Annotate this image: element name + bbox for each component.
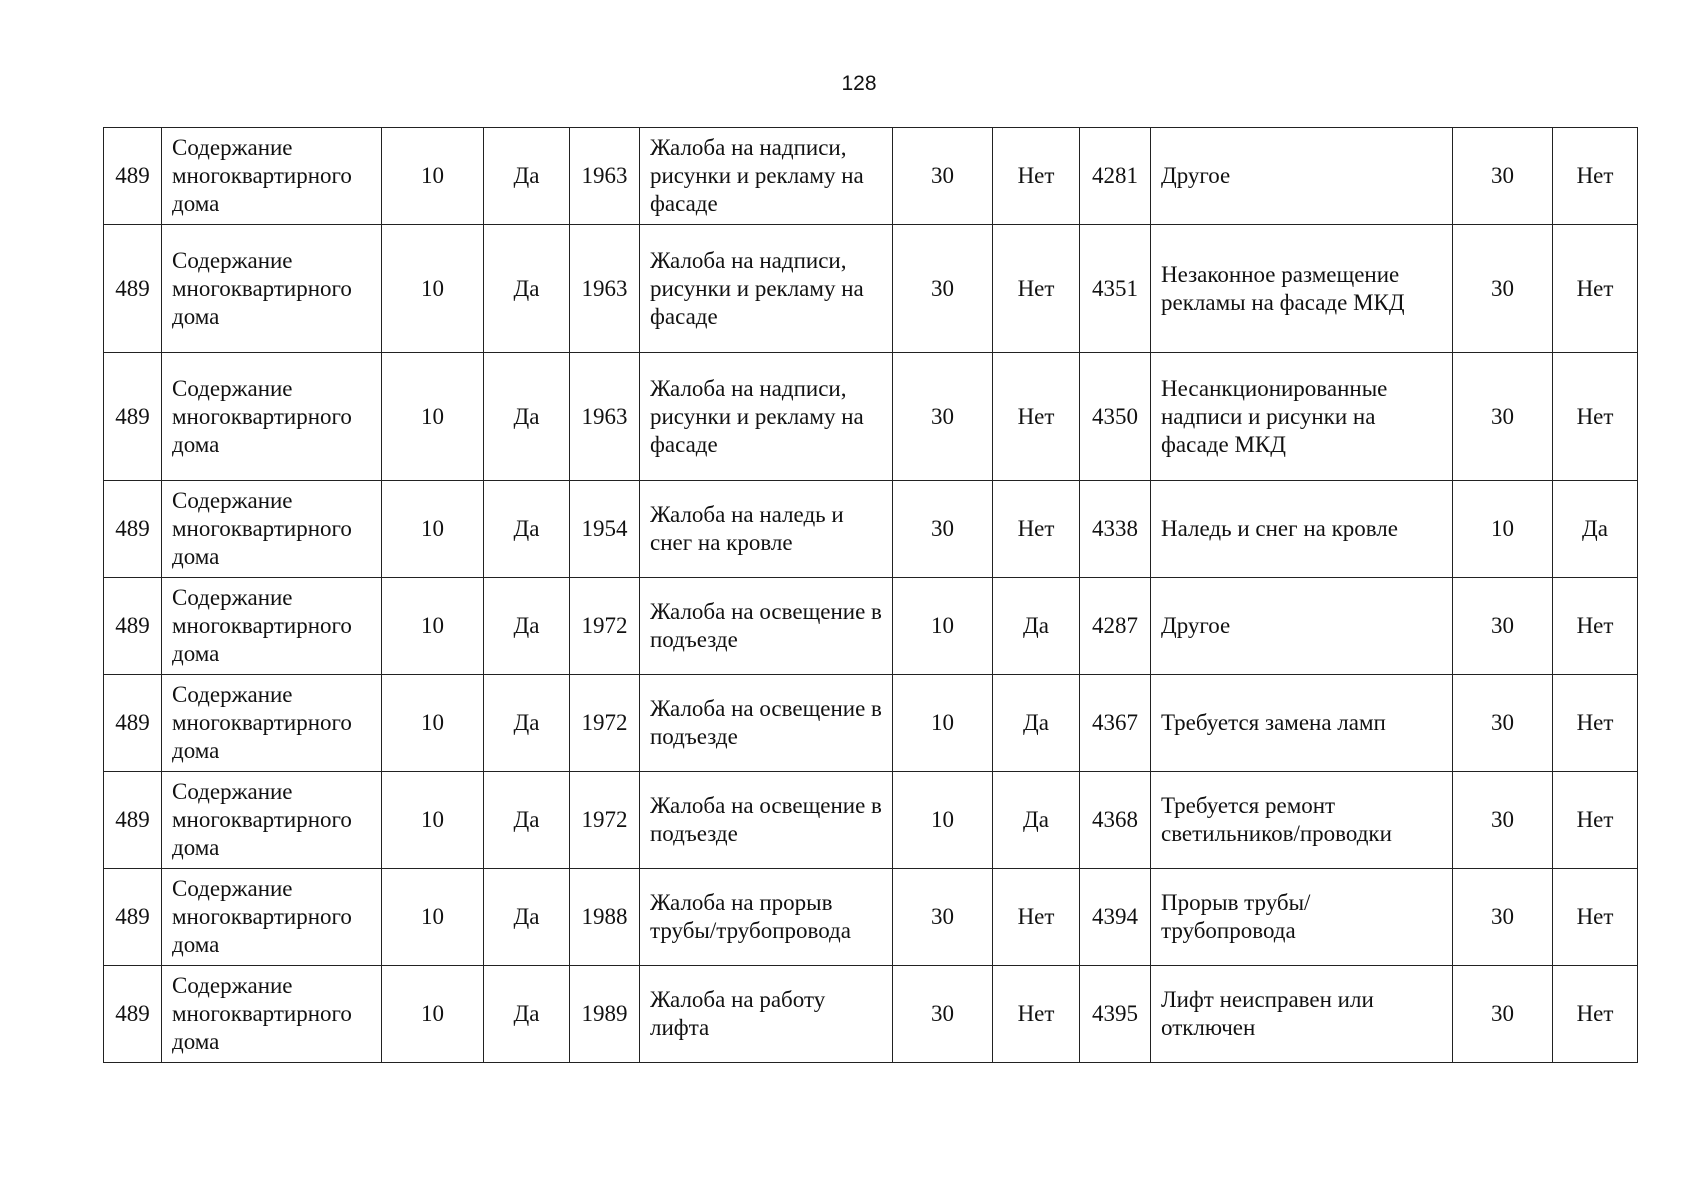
page-number: 128	[841, 72, 877, 95]
category-cell: Содержание многоквартирного дома	[162, 966, 382, 1063]
subtype-code-cell: 4287	[1080, 578, 1151, 675]
subtype-code-cell: 4281	[1080, 128, 1151, 225]
complaint-code-cell: 1954	[570, 481, 640, 578]
flag-cell: Да	[1553, 481, 1638, 578]
subtype-cell: Наледь и снег на кровле	[1151, 481, 1453, 578]
flag-cell: Да	[484, 966, 570, 1063]
days-cell: 10	[382, 772, 484, 869]
flag-cell: Нет	[1553, 128, 1638, 225]
row-id-cell: 489	[104, 481, 162, 578]
days-cell: 30	[1453, 353, 1553, 481]
row-id-cell: 489	[104, 772, 162, 869]
row-id-cell: 489	[104, 578, 162, 675]
category-cell: Содержание многоквартирного дома	[162, 128, 382, 225]
days-cell: 30	[1453, 225, 1553, 353]
days-cell: 30	[1453, 869, 1553, 966]
complaint-code-cell: 1988	[570, 869, 640, 966]
days-cell: 10	[382, 966, 484, 1063]
subtype-code-cell: 4395	[1080, 966, 1151, 1063]
flag-cell: Да	[484, 225, 570, 353]
days-cell: 10	[893, 578, 993, 675]
subtype-cell: Незаконное размещение рекламы на фасаде МКД	[1151, 225, 1453, 353]
subtype-cell: Требуется ремонт светильников/проводки	[1151, 772, 1453, 869]
row-id-cell: 489	[104, 225, 162, 353]
flag-cell: Да	[484, 578, 570, 675]
table-row	[104, 578, 1638, 675]
flag-cell: Нет	[993, 353, 1080, 481]
days-cell: 10	[1453, 481, 1553, 578]
flag-cell: Да	[484, 353, 570, 481]
category-cell: Содержание многоквартирного дома	[162, 578, 382, 675]
category-cell: Содержание многоквартирного дома	[162, 353, 382, 481]
category-cell: Содержание многоквартирного дома	[162, 675, 382, 772]
subtype-code-cell: 4394	[1080, 869, 1151, 966]
flag-cell: Да	[484, 772, 570, 869]
flag-cell: Да	[484, 128, 570, 225]
complaint-cell: Жалоба на освещение в подъезде	[640, 578, 893, 675]
flag-cell: Да	[484, 675, 570, 772]
subtype-code-cell: 4351	[1080, 225, 1151, 353]
days-cell: 10	[382, 481, 484, 578]
days-cell: 10	[382, 225, 484, 353]
complaint-cell: Жалоба на надписи, рисунки и рекламу на фасаде	[640, 353, 893, 481]
flag-cell: Нет	[1553, 578, 1638, 675]
complaint-cell: Жалоба на надписи, рисунки и рекламу на фасаде	[640, 225, 893, 353]
row-id-cell: 489	[104, 353, 162, 481]
row-id-cell: 489	[104, 869, 162, 966]
days-cell: 30	[893, 869, 993, 966]
subtype-cell: Другое	[1151, 578, 1453, 675]
flag-cell: Да	[993, 578, 1080, 675]
subtype-code-cell: 4338	[1080, 481, 1151, 578]
table-row	[104, 225, 1638, 353]
flag-cell: Да	[484, 481, 570, 578]
flag-cell: Нет	[1553, 353, 1638, 481]
table-row	[104, 353, 1638, 481]
days-cell: 30	[1453, 578, 1553, 675]
flag-cell: Нет	[993, 128, 1080, 225]
category-cell: Содержание многоквартирного дома	[162, 869, 382, 966]
row-id-cell: 489	[104, 128, 162, 225]
complaint-cell: Жалоба на освещение в подъезде	[640, 772, 893, 869]
complaint-code-cell: 1963	[570, 225, 640, 353]
subtype-code-cell: 4350	[1080, 353, 1151, 481]
table-row	[104, 772, 1638, 869]
flag-cell: Нет	[1553, 675, 1638, 772]
subtype-code-cell: 4368	[1080, 772, 1151, 869]
days-cell: 30	[893, 966, 993, 1063]
flag-cell: Да	[484, 869, 570, 966]
row-id-cell: 489	[104, 675, 162, 772]
days-cell: 30	[1453, 772, 1553, 869]
days-cell: 10	[382, 675, 484, 772]
table-row	[104, 869, 1638, 966]
complaint-code-cell: 1972	[570, 578, 640, 675]
days-cell: 30	[1453, 675, 1553, 772]
complaint-code-cell: 1963	[570, 128, 640, 225]
subtype-cell: Другое	[1151, 128, 1453, 225]
table-row	[104, 966, 1638, 1063]
days-cell: 30	[893, 481, 993, 578]
subtype-cell: Несанкционированные надписи и рисунки на фасаде МКД	[1151, 353, 1453, 481]
table-row	[104, 481, 1638, 578]
complaint-cell: Жалоба на работу лифта	[640, 966, 893, 1063]
category-cell: Содержание многоквартирного дома	[162, 481, 382, 578]
flag-cell: Нет	[1553, 225, 1638, 353]
complaint-code-cell: 1972	[570, 772, 640, 869]
flag-cell: Нет	[993, 869, 1080, 966]
flag-cell: Нет	[993, 481, 1080, 578]
days-cell: 30	[893, 128, 993, 225]
flag-cell: Нет	[1553, 966, 1638, 1063]
days-cell: 10	[382, 353, 484, 481]
flag-cell: Да	[993, 772, 1080, 869]
table-row	[104, 128, 1638, 225]
subtype-cell: Лифт неисправен или отключен	[1151, 966, 1453, 1063]
days-cell: 30	[893, 225, 993, 353]
days-cell: 10	[382, 578, 484, 675]
days-cell: 10	[893, 675, 993, 772]
flag-cell: Нет	[1553, 869, 1638, 966]
days-cell: 10	[382, 128, 484, 225]
subtype-cell: Требуется замена ламп	[1151, 675, 1453, 772]
table-row	[104, 675, 1638, 772]
complaint-code-cell: 1972	[570, 675, 640, 772]
complaint-code-cell: 1963	[570, 353, 640, 481]
complaint-code-cell: 1989	[570, 966, 640, 1063]
category-cell: Содержание многоквартирного дома	[162, 225, 382, 353]
row-id-cell: 489	[104, 966, 162, 1063]
complaint-cell: Жалоба на наледь и снег на кровле	[640, 481, 893, 578]
complaint-cell: Жалоба на надписи, рисунки и рекламу на фасаде	[640, 128, 893, 225]
flag-cell: Нет	[993, 966, 1080, 1063]
days-cell: 30	[1453, 128, 1553, 225]
days-cell: 10	[893, 772, 993, 869]
flag-cell: Нет	[1553, 772, 1638, 869]
days-cell: 10	[382, 869, 484, 966]
subtype-code-cell: 4367	[1080, 675, 1151, 772]
complaint-cell: Жалоба на прорыв трубы/трубопровода	[640, 869, 893, 966]
registry-table	[103, 127, 1638, 1063]
subtype-cell: Прорыв трубы/трубопровода	[1151, 869, 1453, 966]
complaint-cell: Жалоба на освещение в подъезде	[640, 675, 893, 772]
days-cell: 30	[1453, 966, 1553, 1063]
flag-cell: Да	[993, 675, 1080, 772]
flag-cell: Нет	[993, 225, 1080, 353]
category-cell: Содержание многоквартирного дома	[162, 772, 382, 869]
days-cell: 30	[893, 353, 993, 481]
